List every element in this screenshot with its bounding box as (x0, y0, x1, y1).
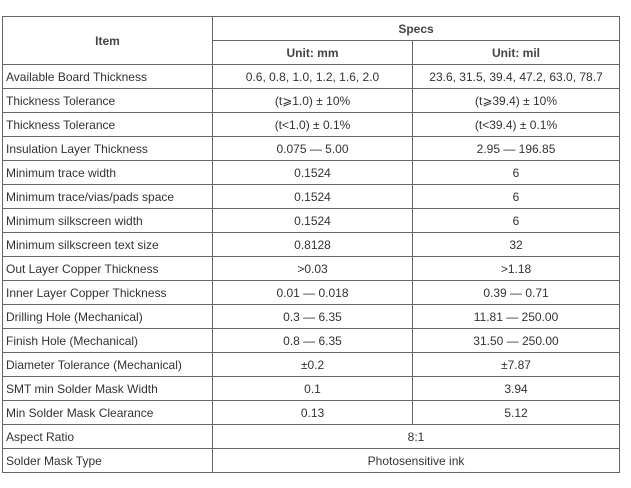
header-unit-mm: Unit: mm (213, 41, 413, 65)
table-row (3, 113, 620, 137)
row-mm-cell: 0.1524 (213, 161, 413, 185)
table-row (3, 305, 620, 329)
table-row (3, 89, 620, 113)
row-mil-cell: 6 (413, 209, 620, 233)
table-row (3, 353, 620, 377)
row-mil-cell: 2.95 — 196.85 (413, 137, 620, 161)
row-item-cell: Out Layer Copper Thickness (3, 257, 213, 281)
row-mm-cell: 0.8128 (213, 233, 413, 257)
table-row (3, 425, 620, 449)
row-mil-cell: >1.18 (413, 257, 620, 281)
row-item-cell: Minimum silkscreen text size (3, 233, 213, 257)
table-row (3, 329, 620, 353)
row-mm-cell: 0.13 (213, 401, 413, 425)
row-mm-cell: (t⩾1.0) ± 10% (213, 89, 413, 113)
table-row (3, 377, 620, 401)
row-item-cell: Finish Hole (Mechanical) (3, 329, 213, 353)
table-row (3, 401, 620, 425)
specs-table-body (3, 17, 620, 473)
row-mm-cell: ±0.2 (213, 353, 413, 377)
row-item-cell: Solder Mask Type (3, 449, 213, 473)
row-mm-cell: 0.8 — 6.35 (213, 329, 413, 353)
header-item: Item (3, 17, 213, 65)
row-item-cell: Insulation Layer Thickness (3, 137, 213, 161)
table-row (3, 281, 620, 305)
row-mm-cell: 0.1 (213, 377, 413, 401)
table-row (3, 233, 620, 257)
row-item-cell: Diameter Tolerance (Mechanical) (3, 353, 213, 377)
row-mil-cell: 31.50 — 250.00 (413, 329, 620, 353)
table-row (3, 257, 620, 281)
table-row (3, 449, 620, 473)
row-mil-cell: 6 (413, 185, 620, 209)
row-item-cell: Aspect Ratio (3, 425, 213, 449)
row-value-cell: Photosensitive ink (213, 449, 620, 473)
table-row (3, 185, 620, 209)
row-item-cell: SMT min Solder Mask Width (3, 377, 213, 401)
table-row (3, 65, 620, 89)
row-mm-cell: 0.6, 0.8, 1.0, 1.2, 1.6, 2.0 (213, 65, 413, 89)
header-specs: Specs (213, 17, 620, 41)
row-mil-cell: ±7.87 (413, 353, 620, 377)
row-item-cell: Min Solder Mask Clearance (3, 401, 213, 425)
table-header-row (3, 17, 620, 41)
row-mm-cell: (t<1.0) ± 0.1% (213, 113, 413, 137)
table-row (3, 209, 620, 233)
row-mm-cell: >0.03 (213, 257, 413, 281)
row-mil-cell: 11.81 — 250.00 (413, 305, 620, 329)
specs-table (2, 16, 620, 473)
row-item-cell: Thickness Tolerance (3, 89, 213, 113)
row-item-cell: Drilling Hole (Mechanical) (3, 305, 213, 329)
row-mm-cell: 0.3 — 6.35 (213, 305, 413, 329)
table-row (3, 161, 620, 185)
row-mm-cell: 0.1524 (213, 209, 413, 233)
row-mm-cell: 0.1524 (213, 185, 413, 209)
row-mm-cell: 0.01 — 0.018 (213, 281, 413, 305)
row-mil-cell: 3.94 (413, 377, 620, 401)
row-item-cell: Minimum trace width (3, 161, 213, 185)
row-mil-cell: (t⩾39.4) ± 10% (413, 89, 620, 113)
row-mil-cell: 32 (413, 233, 620, 257)
row-mil-cell: 23.6, 31.5, 39.4, 47.2, 63.0, 78.7 (413, 65, 620, 89)
table-row (3, 137, 620, 161)
row-mil-cell: (t<39.4) ± 0.1% (413, 113, 620, 137)
row-mil-cell: 5.12 (413, 401, 620, 425)
row-value-cell: 8:1 (213, 425, 620, 449)
row-mm-cell: 0.075 — 5.00 (213, 137, 413, 161)
row-item-cell: Minimum trace/vias/pads space (3, 185, 213, 209)
row-mil-cell: 0.39 — 0.71 (413, 281, 620, 305)
row-item-cell: Minimum silkscreen width (3, 209, 213, 233)
row-item-cell: Inner Layer Copper Thickness (3, 281, 213, 305)
header-unit-mil: Unit: mil (413, 41, 620, 65)
row-item-cell: Thickness Tolerance (3, 113, 213, 137)
row-item-cell: Available Board Thickness (3, 65, 213, 89)
row-mil-cell: 6 (413, 161, 620, 185)
